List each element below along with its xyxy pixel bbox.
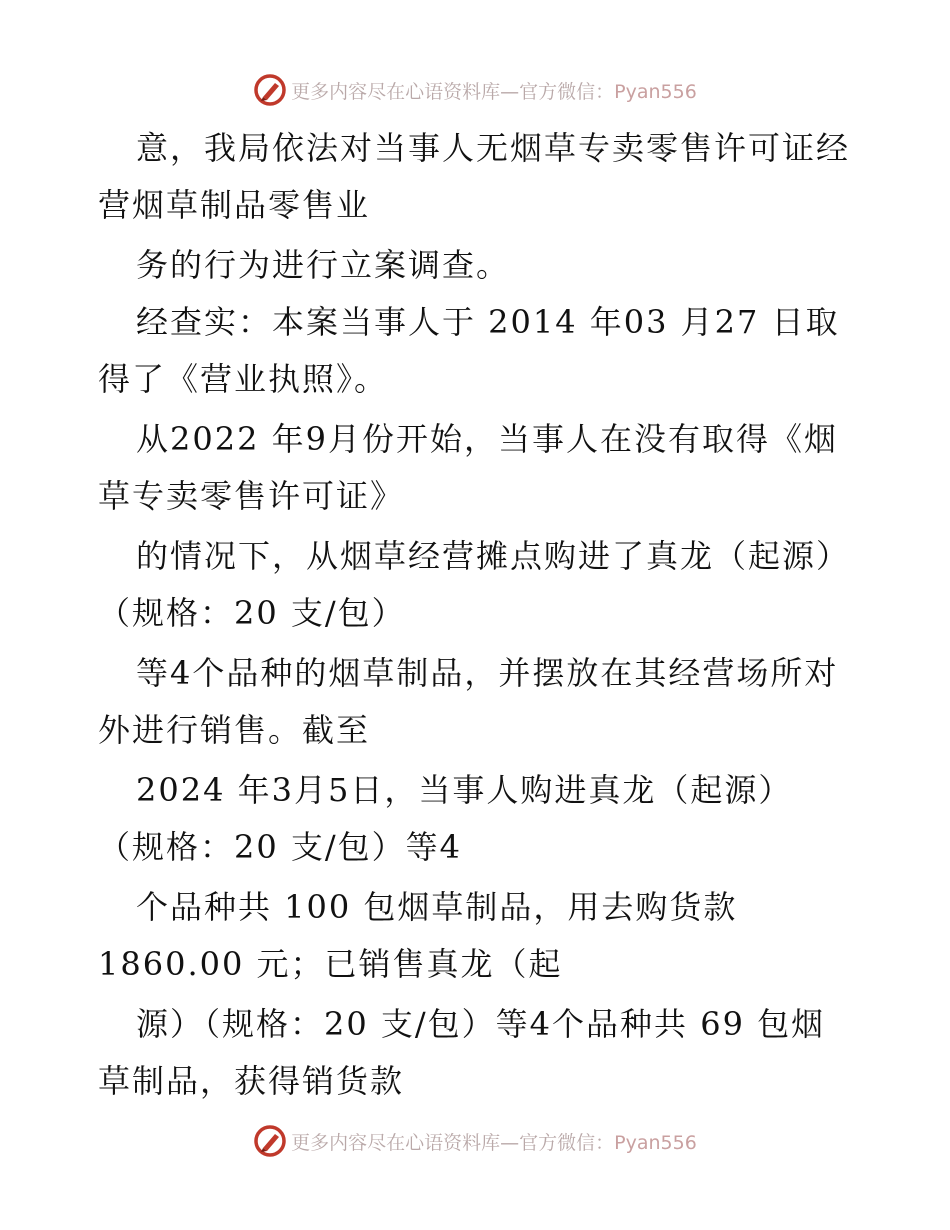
pen-logo-icon xyxy=(253,73,287,107)
text-line: 得了《营业执照》。 xyxy=(98,360,389,398)
footer-watermark xyxy=(0,1121,950,1161)
text-line: 草专卖零售许可证》 xyxy=(98,477,405,515)
text-line: 个品种共 100 包烟草制品，用去购货款 xyxy=(136,888,738,926)
watermark-text: 更多内容尽在心语资料库—官方微信：Pyan556 xyxy=(291,1131,697,1154)
text-line: 的情况下，从烟草经营摊点购进了真龙（起源） xyxy=(136,537,851,575)
text-line: 意，我局依法对当事人无烟草专卖零售许可证经 xyxy=(136,129,851,167)
text-line: 2024 年3月5日，当事人购进真龙（起源） xyxy=(136,771,793,809)
text-line: （规格：20 支/包）等4 xyxy=(98,828,463,866)
text-line: 营烟草制品零售业 xyxy=(98,186,371,224)
header-watermark xyxy=(0,70,950,110)
text-line: 务的行为进行立案调查。 xyxy=(136,246,511,284)
text-line: 经查实：本案当事人于 2014 年03 月27 日取 xyxy=(136,303,840,341)
text-line: 1860.00 元；已销售真龙（起 xyxy=(98,945,563,983)
text-line: 从2022 年9月份开始，当事人在没有取得《烟 xyxy=(136,420,838,458)
text-line: 等4个品种的烟草制品，并摆放在其经营场所对 xyxy=(136,654,839,692)
text-line: 源）（规格：20 支/包）等4个品种共 69 包烟 xyxy=(136,1005,826,1043)
text-line: 草制品，获得销货款 xyxy=(98,1062,405,1100)
watermark-text: 更多内容尽在心语资料库—官方微信：Pyan556 xyxy=(291,80,697,103)
pen-logo-icon xyxy=(253,1124,287,1158)
text-line: （规格：20 支/包） xyxy=(98,594,406,632)
text-line: 外进行销售。截至 xyxy=(98,711,371,749)
